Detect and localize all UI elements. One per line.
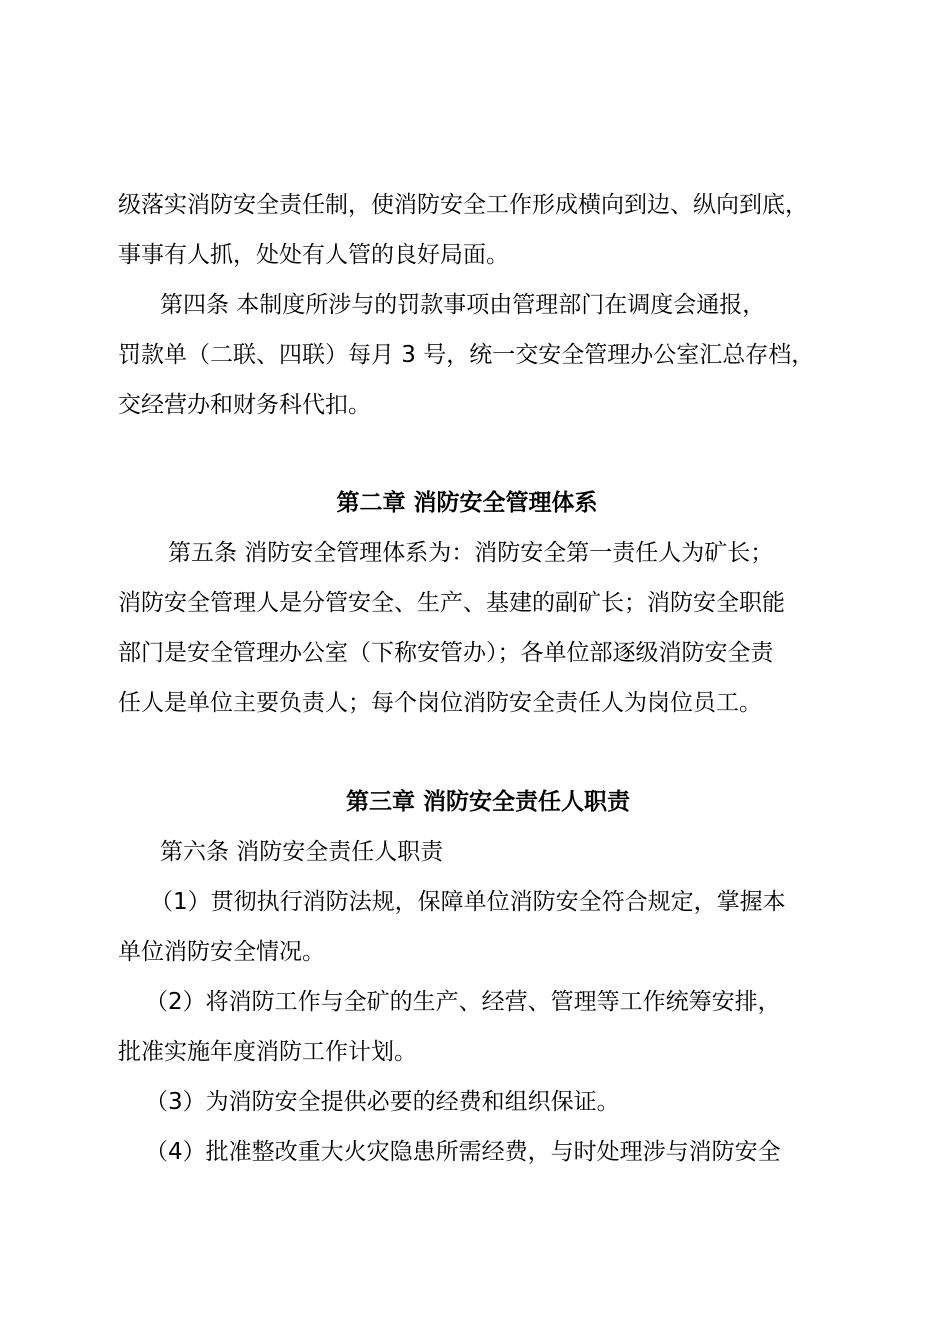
chapter-3-heading: 第三章 消防安全责任人职责 (345, 789, 630, 815)
chapter-2-heading: 第二章 消防安全管理体系 (336, 490, 598, 516)
list-item-line: （1）贯彻执行消防法规，保障单位消防安全符合规定，掌握本 (150, 889, 786, 915)
article-5-line: 第五条 消防安全管理体系为：消防安全第一责任人为矿长； (168, 540, 774, 566)
article-4-line: 第四条 本制度所涉与的罚款事项由管理部门在调度会通报， (160, 292, 766, 318)
list-item-line: 批准实施年度消防工作计划。 (118, 1039, 417, 1065)
article-5-line: 任人是单位主要负责人；每个岗位消防安全责任人为岗位员工。 (118, 690, 762, 716)
list-item-line: （4）批准整改重大火灾隐患所需经费，与时处理涉与消防安全 (145, 1139, 781, 1165)
article-5-line: 部门是安全管理办公室（下称安管办）；各单位部逐级消防安全责 (118, 640, 774, 666)
list-item-line: （2）将消防工作与全矿的生产、经营、管理等工作统筹安排， (145, 989, 781, 1015)
paragraph-line: 事事有人抓，处处有人管的良好局面。 (118, 242, 509, 268)
list-item-line: （3）为消防安全提供必要的经费和组织保证。 (145, 1089, 620, 1115)
list-item-line: 单位消防安全情况。 (118, 939, 325, 965)
article-5-line: 消防安全管理人是分管安全、生产、基建的副矿长；消防安全职能 (118, 590, 785, 616)
paragraph-line: 级落实消防安全责任制，使消防安全工作形成横向到边、纵向到底， (118, 192, 808, 218)
article-4-line: 罚款单（二联、四联）每月 3 号，统一交安全管理办公室汇总存档， (118, 342, 815, 368)
article-6-title: 第六条 消防安全责任人职责 (160, 839, 444, 865)
article-4-line: 交经营办和财务科代扣。 (118, 392, 371, 418)
